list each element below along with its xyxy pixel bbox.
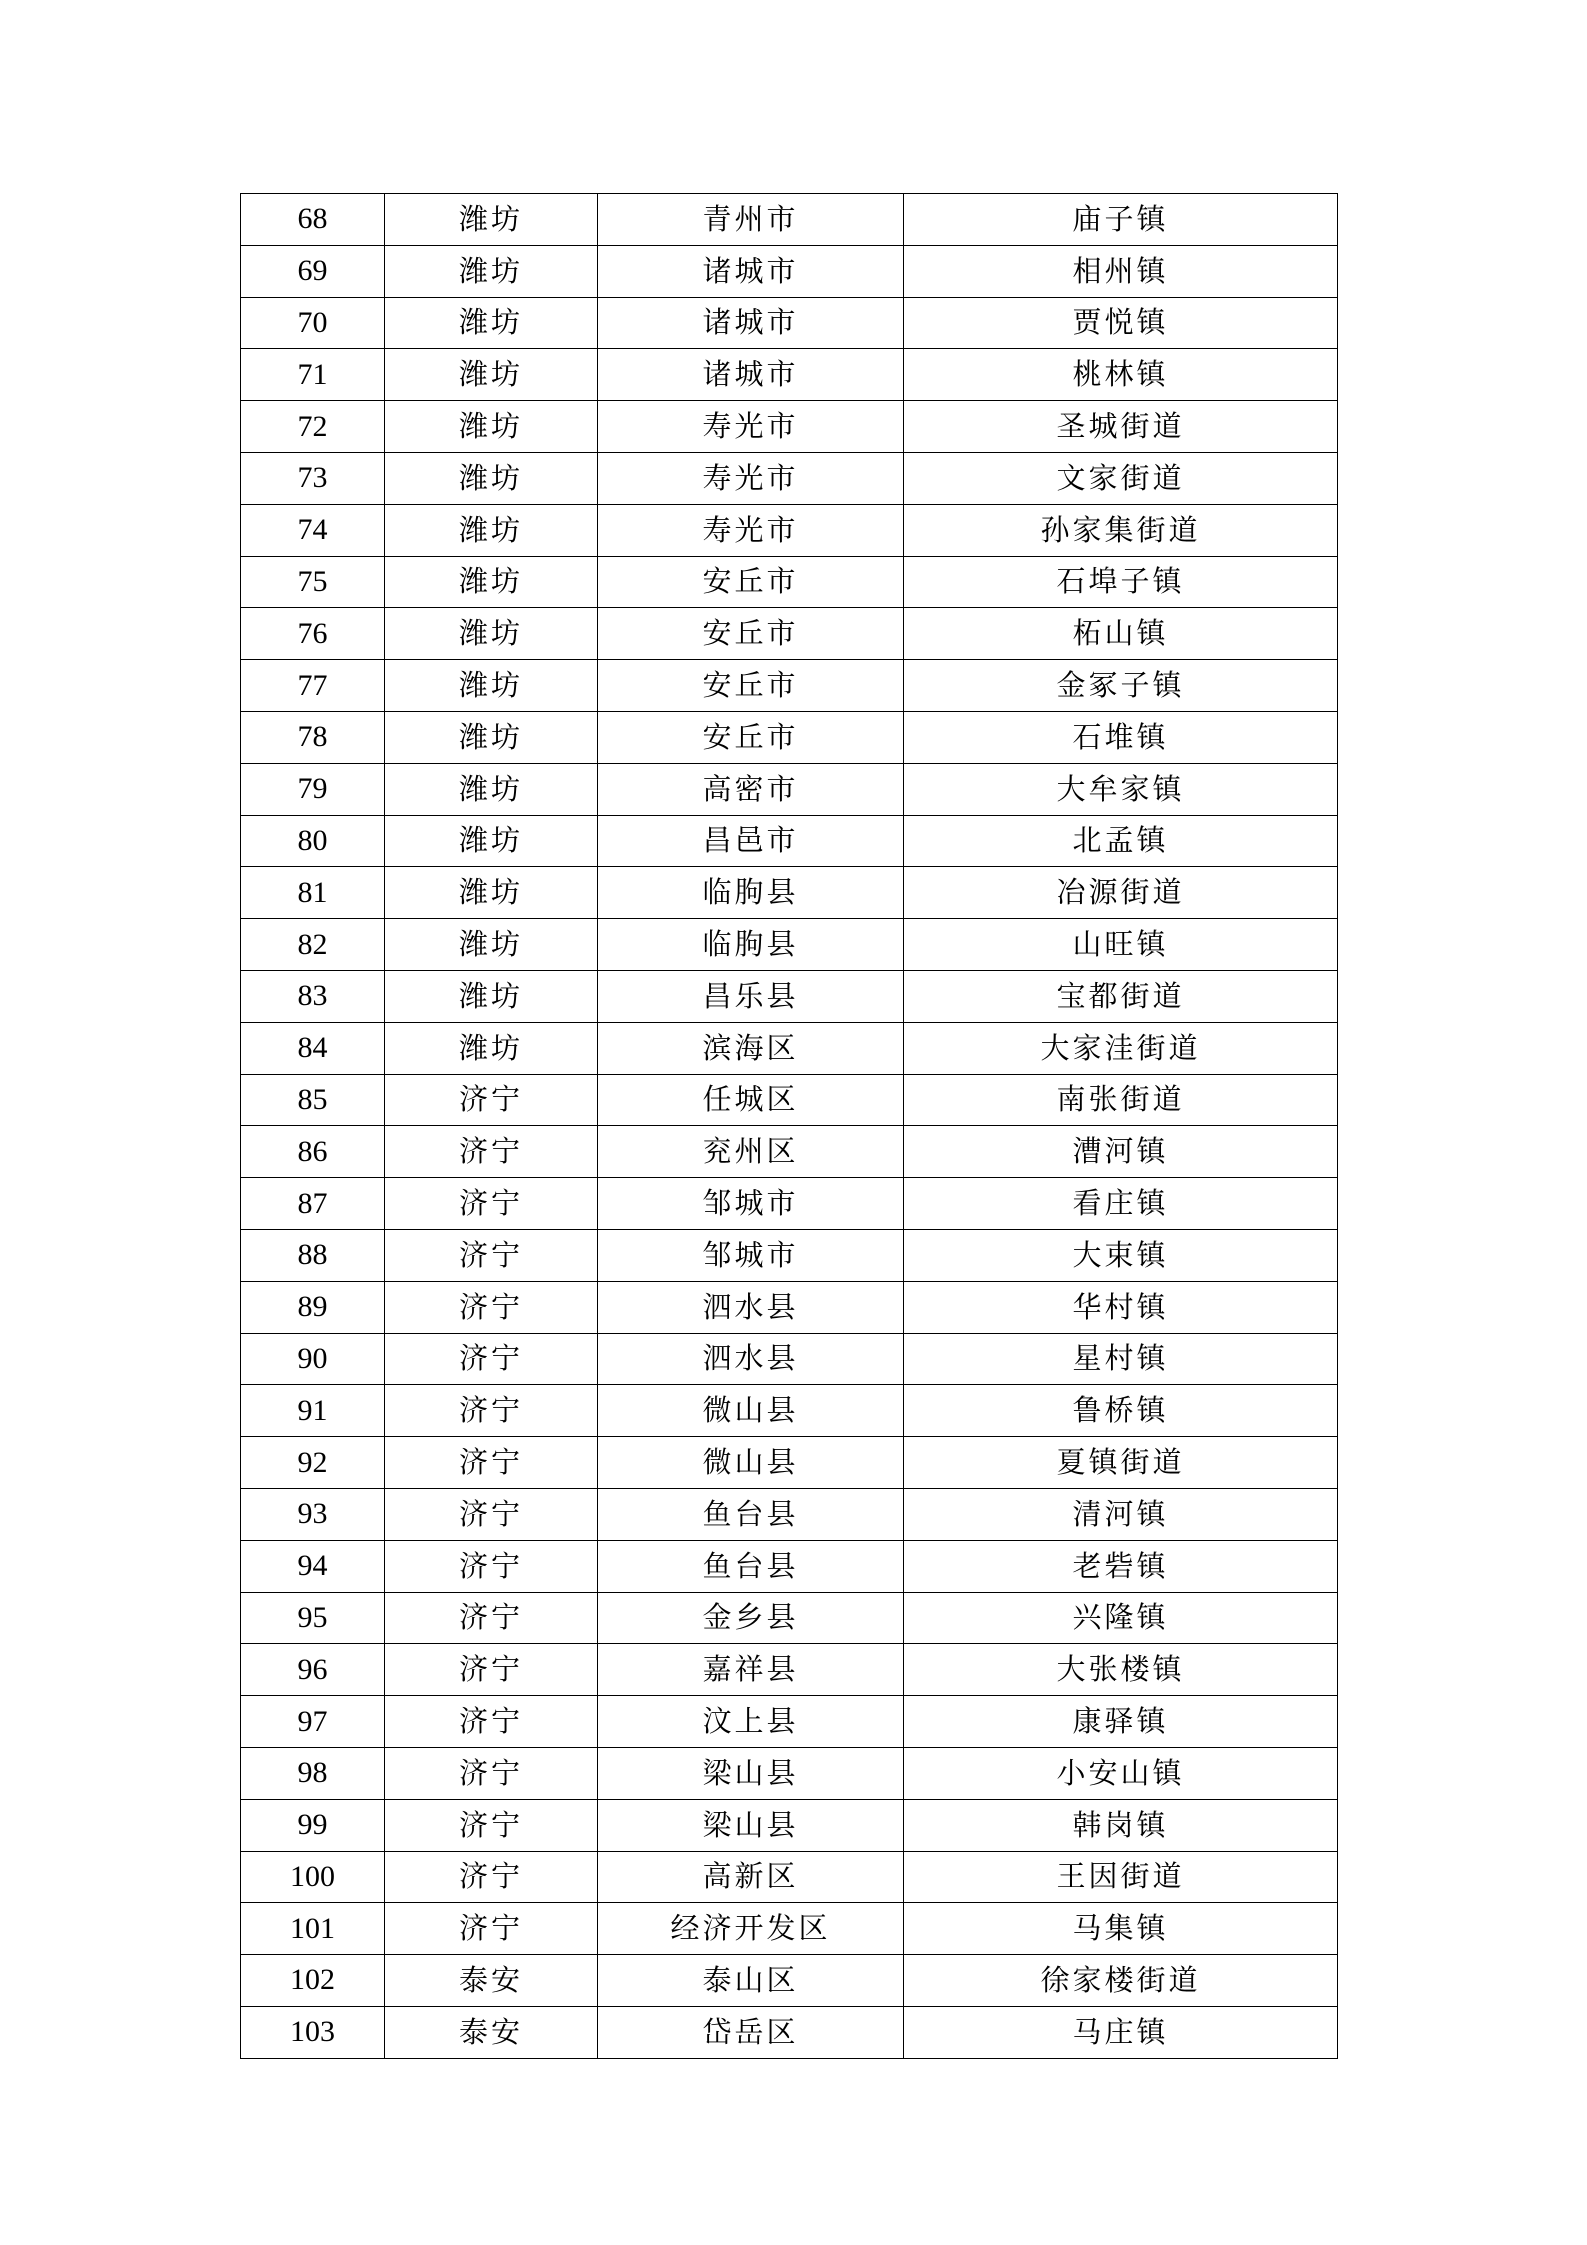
town-cell: 石埠子镇	[904, 556, 1338, 608]
row-number-cell: 98	[241, 1747, 385, 1799]
county-cell: 诸城市	[598, 349, 904, 401]
county-cell: 寿光市	[598, 504, 904, 556]
county-cell: 安丘市	[598, 711, 904, 763]
table-row	[241, 1333, 1338, 1385]
city-cell: 济宁	[385, 1437, 598, 1489]
table-row	[241, 297, 1338, 349]
city-cell: 济宁	[385, 1696, 598, 1748]
town-cell: 金冢子镇	[904, 660, 1338, 712]
table-row	[241, 1074, 1338, 1126]
town-cell: 石堆镇	[904, 711, 1338, 763]
row-number-cell: 79	[241, 763, 385, 815]
row-number-cell: 92	[241, 1437, 385, 1489]
row-number-cell: 78	[241, 711, 385, 763]
row-number-cell: 87	[241, 1178, 385, 1230]
row-number-cell: 68	[241, 194, 385, 246]
row-number-cell: 90	[241, 1333, 385, 1385]
city-cell: 潍坊	[385, 556, 598, 608]
town-cell: 贾悦镇	[904, 297, 1338, 349]
county-cell: 汶上县	[598, 1696, 904, 1748]
row-number-cell: 74	[241, 504, 385, 556]
town-cell: 大牟家镇	[904, 763, 1338, 815]
table-body	[241, 194, 1338, 2059]
table-row	[241, 919, 1338, 971]
table-row	[241, 711, 1338, 763]
town-cell: 孙家集街道	[904, 504, 1338, 556]
county-cell: 滨海区	[598, 1022, 904, 1074]
town-cell: 冶源街道	[904, 867, 1338, 919]
row-number-cell: 99	[241, 1799, 385, 1851]
table-row	[241, 1488, 1338, 1540]
city-cell: 潍坊	[385, 867, 598, 919]
city-cell: 济宁	[385, 1281, 598, 1333]
town-cell: 马庄镇	[904, 2006, 1338, 2058]
town-cell: 相州镇	[904, 245, 1338, 297]
city-cell: 潍坊	[385, 608, 598, 660]
town-cell: 徐家楼街道	[904, 1955, 1338, 2007]
table-row	[241, 452, 1338, 504]
city-cell: 济宁	[385, 1488, 598, 1540]
county-cell: 兖州区	[598, 1126, 904, 1178]
row-number-cell: 69	[241, 245, 385, 297]
city-cell: 潍坊	[385, 815, 598, 867]
row-number-cell: 75	[241, 556, 385, 608]
city-cell: 潍坊	[385, 763, 598, 815]
town-cell: 马集镇	[904, 1903, 1338, 1955]
county-cell: 寿光市	[598, 401, 904, 453]
table-row	[241, 1903, 1338, 1955]
table-row	[241, 763, 1338, 815]
table-row	[241, 504, 1338, 556]
city-cell: 济宁	[385, 1540, 598, 1592]
county-cell: 微山县	[598, 1437, 904, 1489]
table-row	[241, 1696, 1338, 1748]
table-row	[241, 194, 1338, 246]
town-cell: 宝都街道	[904, 970, 1338, 1022]
town-cell: 文家街道	[904, 452, 1338, 504]
town-cell: 大束镇	[904, 1229, 1338, 1281]
county-cell: 梁山县	[598, 1747, 904, 1799]
row-number-cell: 86	[241, 1126, 385, 1178]
county-cell: 泗水县	[598, 1333, 904, 1385]
city-cell: 潍坊	[385, 245, 598, 297]
county-cell: 梁山县	[598, 1799, 904, 1851]
town-cell: 韩岗镇	[904, 1799, 1338, 1851]
town-cell: 华村镇	[904, 1281, 1338, 1333]
table-row	[241, 1178, 1338, 1230]
row-number-cell: 72	[241, 401, 385, 453]
county-cell: 昌乐县	[598, 970, 904, 1022]
town-cell: 圣城街道	[904, 401, 1338, 453]
county-cell: 泗水县	[598, 1281, 904, 1333]
row-number-cell: 101	[241, 1903, 385, 1955]
table-row	[241, 1592, 1338, 1644]
county-cell: 任城区	[598, 1074, 904, 1126]
county-cell: 高密市	[598, 763, 904, 815]
row-number-cell: 102	[241, 1955, 385, 2007]
city-cell: 潍坊	[385, 660, 598, 712]
city-cell: 济宁	[385, 1592, 598, 1644]
town-cell: 大家洼街道	[904, 1022, 1338, 1074]
table-row	[241, 2006, 1338, 2058]
county-cell: 邹城市	[598, 1229, 904, 1281]
town-cell: 南张街道	[904, 1074, 1338, 1126]
town-cell: 庙子镇	[904, 194, 1338, 246]
city-cell: 济宁	[385, 1644, 598, 1696]
row-number-cell: 97	[241, 1696, 385, 1748]
town-cell: 漕河镇	[904, 1126, 1338, 1178]
table-row	[241, 1540, 1338, 1592]
table-row	[241, 1955, 1338, 2007]
table-row	[241, 401, 1338, 453]
row-number-cell: 94	[241, 1540, 385, 1592]
city-cell: 济宁	[385, 1851, 598, 1903]
city-cell: 潍坊	[385, 711, 598, 763]
table-row	[241, 1229, 1338, 1281]
town-cell: 看庄镇	[904, 1178, 1338, 1230]
town-list-table	[240, 193, 1338, 2059]
table-row	[241, 970, 1338, 1022]
town-cell: 兴隆镇	[904, 1592, 1338, 1644]
row-number-cell: 103	[241, 2006, 385, 2058]
county-cell: 鱼台县	[598, 1488, 904, 1540]
table-row	[241, 1644, 1338, 1696]
row-number-cell: 83	[241, 970, 385, 1022]
row-number-cell: 82	[241, 919, 385, 971]
city-cell: 潍坊	[385, 401, 598, 453]
county-cell: 邹城市	[598, 1178, 904, 1230]
county-cell: 昌邑市	[598, 815, 904, 867]
city-cell: 潍坊	[385, 349, 598, 401]
table-row	[241, 867, 1338, 919]
city-cell: 潍坊	[385, 504, 598, 556]
table-row	[241, 815, 1338, 867]
county-cell: 寿光市	[598, 452, 904, 504]
town-cell: 星村镇	[904, 1333, 1338, 1385]
row-number-cell: 76	[241, 608, 385, 660]
city-cell: 济宁	[385, 1385, 598, 1437]
table-row	[241, 1385, 1338, 1437]
city-cell: 潍坊	[385, 970, 598, 1022]
row-number-cell: 100	[241, 1851, 385, 1903]
city-cell: 济宁	[385, 1178, 598, 1230]
town-cell: 夏镇街道	[904, 1437, 1338, 1489]
city-cell: 济宁	[385, 1229, 598, 1281]
county-cell: 青州市	[598, 194, 904, 246]
city-cell: 潍坊	[385, 297, 598, 349]
table-row	[241, 608, 1338, 660]
town-cell: 康驿镇	[904, 1696, 1338, 1748]
town-cell: 北孟镇	[904, 815, 1338, 867]
row-number-cell: 71	[241, 349, 385, 401]
row-number-cell: 95	[241, 1592, 385, 1644]
row-number-cell: 77	[241, 660, 385, 712]
table-row	[241, 1851, 1338, 1903]
city-cell: 潍坊	[385, 452, 598, 504]
county-cell: 安丘市	[598, 660, 904, 712]
town-cell: 鲁桥镇	[904, 1385, 1338, 1437]
town-cell: 老砦镇	[904, 1540, 1338, 1592]
row-number-cell: 81	[241, 867, 385, 919]
county-cell: 诸城市	[598, 297, 904, 349]
table-row	[241, 1747, 1338, 1799]
city-cell: 济宁	[385, 1747, 598, 1799]
county-cell: 岱岳区	[598, 2006, 904, 2058]
county-cell: 泰山区	[598, 1955, 904, 2007]
town-cell: 小安山镇	[904, 1747, 1338, 1799]
town-cell: 柘山镇	[904, 608, 1338, 660]
county-cell: 诸城市	[598, 245, 904, 297]
table-row	[241, 245, 1338, 297]
row-number-cell: 96	[241, 1644, 385, 1696]
row-number-cell: 93	[241, 1488, 385, 1540]
city-cell: 潍坊	[385, 1022, 598, 1074]
town-cell: 清河镇	[904, 1488, 1338, 1540]
city-cell: 济宁	[385, 1903, 598, 1955]
city-cell: 济宁	[385, 1333, 598, 1385]
row-number-cell: 89	[241, 1281, 385, 1333]
city-cell: 潍坊	[385, 919, 598, 971]
county-cell: 经济开发区	[598, 1903, 904, 1955]
county-cell: 安丘市	[598, 556, 904, 608]
city-cell: 潍坊	[385, 194, 598, 246]
town-cell: 大张楼镇	[904, 1644, 1338, 1696]
table-row	[241, 1022, 1338, 1074]
county-cell: 嘉祥县	[598, 1644, 904, 1696]
table-row	[241, 660, 1338, 712]
town-cell: 山旺镇	[904, 919, 1338, 971]
county-cell: 微山县	[598, 1385, 904, 1437]
row-number-cell: 73	[241, 452, 385, 504]
table-row	[241, 1281, 1338, 1333]
table-row	[241, 349, 1338, 401]
county-cell: 鱼台县	[598, 1540, 904, 1592]
row-number-cell: 88	[241, 1229, 385, 1281]
table-row	[241, 1799, 1338, 1851]
county-cell: 金乡县	[598, 1592, 904, 1644]
row-number-cell: 80	[241, 815, 385, 867]
city-cell: 济宁	[385, 1126, 598, 1178]
city-cell: 济宁	[385, 1799, 598, 1851]
city-cell: 济宁	[385, 1074, 598, 1126]
county-cell: 安丘市	[598, 608, 904, 660]
table-row	[241, 1126, 1338, 1178]
city-cell: 泰安	[385, 1955, 598, 2007]
table-row	[241, 556, 1338, 608]
city-cell: 泰安	[385, 2006, 598, 2058]
county-cell: 高新区	[598, 1851, 904, 1903]
row-number-cell: 91	[241, 1385, 385, 1437]
county-cell: 临朐县	[598, 919, 904, 971]
town-cell: 王因街道	[904, 1851, 1338, 1903]
county-cell: 临朐县	[598, 867, 904, 919]
table-row	[241, 1437, 1338, 1489]
row-number-cell: 85	[241, 1074, 385, 1126]
row-number-cell: 70	[241, 297, 385, 349]
row-number-cell: 84	[241, 1022, 385, 1074]
town-cell: 桃林镇	[904, 349, 1338, 401]
